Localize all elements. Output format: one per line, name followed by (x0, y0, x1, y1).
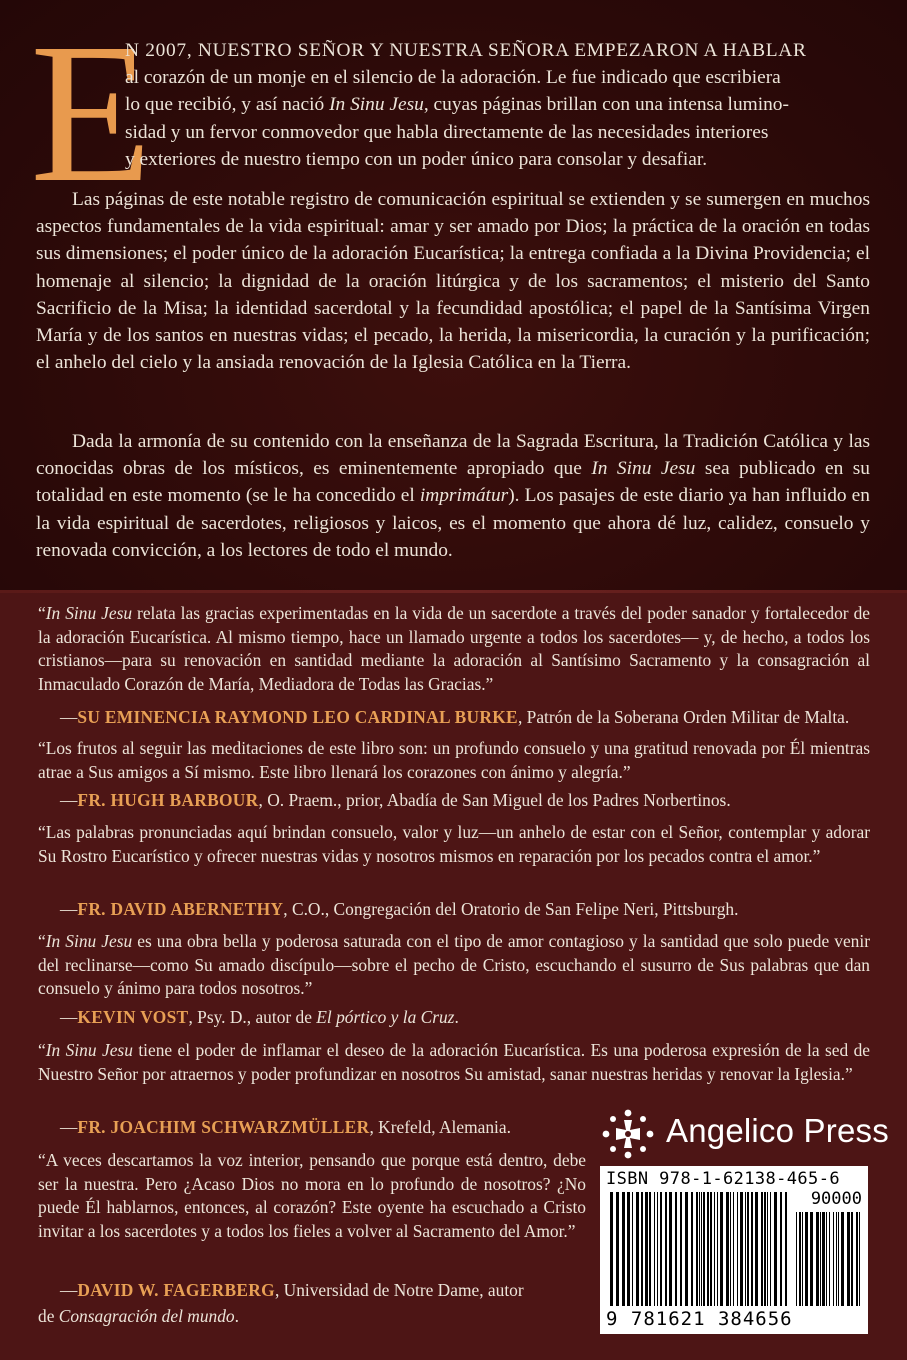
endorsement-attribution (60, 1279, 524, 1302)
barcode-bar (822, 1212, 825, 1306)
dash: — (60, 1007, 78, 1027)
dash: — (60, 899, 78, 919)
barcode-bar (802, 1212, 803, 1306)
endorsement-attribution (60, 706, 849, 729)
barcode-bar (691, 1192, 693, 1306)
barcode-bar (657, 1192, 658, 1306)
barcode-bar (796, 1212, 797, 1306)
endorser-name: FR. DAVID ABERNETHY (77, 899, 284, 919)
barcode-bar (616, 1192, 619, 1306)
intro-text: ). Los pasajes de este diario ya han influido en la vida espiritual de sacerdotes, religiosos y laicos, es el momento que ahora dé luz, calidez, consuelo y renovada convicción, a los lectores de todo el mundo. (36, 485, 870, 561)
barcode-bar (838, 1212, 839, 1306)
intro-text: lo que recibió, y así nació (125, 94, 330, 116)
punctuation: . (234, 1306, 239, 1326)
book-title: In Sinu Jesu (329, 94, 424, 116)
barcode-bar (622, 1192, 625, 1306)
barcode-bar (740, 1192, 743, 1306)
quote-mark: “ (38, 603, 46, 623)
barcode-bar (833, 1212, 834, 1306)
endorser-affiliation: , Universidad de Notre Dame, autor (274, 1280, 524, 1300)
barcode-bar (680, 1192, 682, 1306)
endorser-affiliation: de (38, 1306, 59, 1326)
barcode-bar (703, 1192, 705, 1306)
imprimatur: imprimátur (419, 485, 509, 507)
intro-line (125, 91, 870, 118)
drop-cap: E (30, 3, 153, 224)
barcode-bar (770, 1192, 771, 1306)
barcode-bar (654, 1192, 655, 1306)
isbn-barcode (600, 1166, 868, 1334)
endorsement-quote (38, 1149, 586, 1243)
endorsement-attribution (60, 898, 738, 921)
endorser-name: FR. HUGH BARBOUR (77, 790, 259, 810)
barcode-bar (820, 1212, 821, 1306)
intro-text: sea publicado en su totalidad en este momento (se le ha concedido el (36, 458, 870, 507)
ean-digits: 9 781621 384656 (606, 1308, 793, 1330)
book-reference: El pórtico y la Cruz (316, 1007, 455, 1027)
endorsement-quote (38, 602, 870, 696)
barcode-bar (707, 1192, 709, 1306)
barcode-bar (669, 1192, 672, 1306)
barcode-bar (745, 1192, 746, 1306)
endorser-affiliation: , C.O., Congregación del Oratorio de San Felipe Neri, Pittsburgh. (283, 899, 739, 919)
barcode-bar (747, 1192, 749, 1306)
intro-lead-caps: N 2007, NUESTRO SEÑOR Y NUESTRA SEÑORA EMPEZARON A HABLAR (125, 40, 807, 61)
barcode-bar (841, 1212, 844, 1306)
barcode-bar (627, 1192, 630, 1306)
endorsement-attribution (60, 789, 731, 812)
endorser-name: KEVIN VOST (77, 1007, 189, 1027)
barcode-bar (699, 1192, 700, 1306)
panel-divider (0, 590, 907, 593)
cross-emblem-icon (600, 1108, 656, 1160)
barcode-bar (836, 1212, 837, 1306)
barcode-bar (755, 1192, 758, 1306)
barcode-bar (730, 1192, 731, 1306)
barcode-bar (726, 1192, 729, 1306)
barcode-bar (675, 1192, 677, 1306)
barcode-bar (785, 1192, 787, 1306)
book-reference: Consagración del mundo (58, 1306, 235, 1326)
endorsement-quote (38, 737, 870, 784)
addon-barcode-bars (796, 1212, 862, 1310)
dash: — (60, 707, 78, 727)
endorser-affiliation: , O. Praem., prior, Abadía de San Miguel de los Padres Norbertinos. (258, 790, 731, 810)
barcode-bars (610, 1192, 792, 1310)
barcode-bar (645, 1192, 648, 1306)
barcode-bar (701, 1192, 702, 1306)
barcode-bar (780, 1192, 782, 1306)
endorser-affiliation: , Patrón de la Soberana Orden Militar de Malta. (517, 707, 850, 727)
barcode-bar (856, 1212, 858, 1306)
endorsement-attribution-cont (38, 1305, 239, 1328)
endorser-affiliation: , Krefeld, Alemania. (369, 1117, 511, 1137)
barcode-bar (665, 1192, 667, 1306)
barcode-bar (737, 1192, 738, 1306)
barcode-bar (636, 1192, 639, 1306)
quote-text: “Los frutos al seguir las meditaciones de este libro son: un profundo consuelo y una gratitud renovada por Él mientras atrae a Sus amigos a Sí mismo. Este libro llenará los corazones con ánimo y alegría.” (38, 738, 870, 782)
barcode-bar (610, 1192, 613, 1306)
barcode-bar (696, 1192, 698, 1306)
quote-text: relata las gracias experimentadas en la vida de un sacerdote a través del poder sanador y fortalecedor de la adoración Eucarística. Al mismo tiempo, hace un llamado urgente a todos los sacerdotes— y, de hecho, a todos los cristianos—para su renovación en santidad mediante la adoración al Santísimo Sacramento y la consagración al Inmaculado Corazón de María, Mediadora de Todas las Gracias.” (38, 603, 870, 694)
barcode-bar (829, 1212, 830, 1306)
barcode-bar (649, 1192, 651, 1306)
barcode-bar (799, 1212, 801, 1306)
barcode-bar (632, 1192, 633, 1306)
endorser-name: FR. JOACHIM SCHWARZMÜLLER (77, 1117, 370, 1137)
endorsement-quote (38, 1039, 870, 1086)
punctuation: . (454, 1007, 459, 1027)
quote-text: “Las palabras pronunciadas aquí brindan consuelo, valor y luz—un anhelo de estar con el Señor, contemplar y adorar Su Rostro Eucarístico y ofrecer nuestras vidas y nosotros mismos en reparación por los pecados contra el amor.” (38, 822, 870, 866)
barcode-bar (810, 1212, 813, 1306)
quote-mark: “ (38, 1040, 46, 1060)
intro-text: , cuyas páginas brillan con una intensa lumino- (423, 94, 789, 116)
barcode-bar (851, 1212, 853, 1306)
book-title: In Sinu Jesu (45, 1040, 133, 1060)
price-code: 90000 (810, 1189, 862, 1209)
barcode-bar (685, 1192, 688, 1306)
book-title: In Sinu Jesu (591, 458, 696, 480)
publisher-name: Angelico Press (666, 1112, 889, 1149)
barcode-bar (847, 1212, 850, 1306)
quote-mark: “ (38, 931, 46, 951)
book-title: In Sinu Jesu (45, 603, 133, 623)
intro-line: y exteriores de nuestro tiempo con un poder único para consolar y desafiar. (125, 148, 708, 170)
barcode-bar (733, 1192, 734, 1306)
dash: — (60, 1280, 78, 1300)
intro-text: Dada la armonía de su contenido con la enseñanza de la Sagrada Escritura, la Tradición Católica y las conocidas obras de los místicos, es eminentemente apropiado que (36, 431, 870, 480)
quote-text: tiene el poder de inflamar el deseo de la adoración Eucarística. Es una poderosa expresión de la sed de Nuestro Señor por atraernos y poder profundizar en nosotros Su amistad, sanar nuestras heridas y renovar la Iglesia.” (38, 1040, 870, 1084)
dash: — (60, 1117, 78, 1137)
barcode-bar (761, 1192, 763, 1306)
barcode-bar (714, 1192, 715, 1306)
endorser-name: DAVID W. FAGERBERG (77, 1280, 275, 1300)
barcode-bar (751, 1192, 753, 1306)
barcode-bar (826, 1212, 827, 1306)
intro-line: al corazón de un monje en el silencio de la adoración. Le fue indicado que escribiera (125, 67, 781, 89)
dash: — (60, 790, 78, 810)
endorser-affiliation: , Psy. D., autor de (188, 1007, 317, 1027)
publisher-logo (600, 1108, 889, 1160)
endorsement-attribution (60, 1116, 511, 1139)
barcode-bar (816, 1212, 819, 1306)
barcode-bar (774, 1192, 777, 1306)
barcode-bar (660, 1192, 662, 1306)
barcode-bar (767, 1192, 768, 1306)
intro-paragraph-3 (36, 428, 870, 564)
barcode-bar (764, 1192, 766, 1306)
endorser-name: SU EMINENCIA RAYMOND LEO CARDINAL BURKE (77, 707, 518, 727)
book-title: In Sinu Jesu (45, 931, 133, 951)
barcode-bar (720, 1192, 723, 1306)
quote-text: es una obra bella y poderosa saturada con el tipo de amor contagioso y la santidad que solo puede venir del reclinarse—como Su amado discípulo—sobre el pecho de Cristo, escuchando el susurro de Sus palabras que dan consuelo y ánimo para todos nosotros.” (38, 931, 870, 999)
barcode-bar (717, 1192, 718, 1306)
intro-paragraph-2: Las páginas de este notable registro de comunicación espiritual se extienden y se sumergen en muchos aspectos fundamentales de la vida espiritual: amar y ser amado por Dios; la práctica de la oración en todas sus dimensiones; el poder único de la adoración Eucarística; la entrega confiada a la Divina Providencia; el homenaje al silencio; la dignidad de la oración litúrgica y de los sacramentos; el misterio del Santo Sacrificio de la Misa; la identidad sacerdotal y la fecundidad apostólica; el papel de la Santísima Virgen María y de los santos en nuestras vidas; el pecado, la herida, la misericordia, la curación y la purificación; el anhelo del cielo y la ansiada renovación de la Iglesia Católica en la Tierra. (36, 189, 870, 374)
endorsement-quote (38, 930, 870, 1001)
quote-text: “A veces descartamos la voz interior, pensando que porque está dentro, debe ser la nuestra. Pero ¿Acaso Dios no mora en lo profundo de nosotros? ¿No puede Él hablarnos, entonces, al corazón? Este oyente ha escuchado a Cristo invitar a los sacerdotes y a todos los fieles a volver al Sacramento del Amor.” (38, 1150, 586, 1241)
endorsement-quote (38, 821, 870, 868)
barcode-bar (859, 1212, 860, 1306)
endorsement-attribution (60, 1006, 459, 1029)
isbn-number: ISBN 978-1-62138-465-6 (606, 1169, 840, 1189)
barcode-bar (710, 1192, 712, 1306)
intro-paragraph-1 (125, 37, 870, 173)
barcode-bar (641, 1192, 643, 1306)
barcode-bar (805, 1212, 808, 1306)
intro-line: sidad y un fervor conmovedor que habla directamente de las necesidades interiores (125, 121, 769, 143)
